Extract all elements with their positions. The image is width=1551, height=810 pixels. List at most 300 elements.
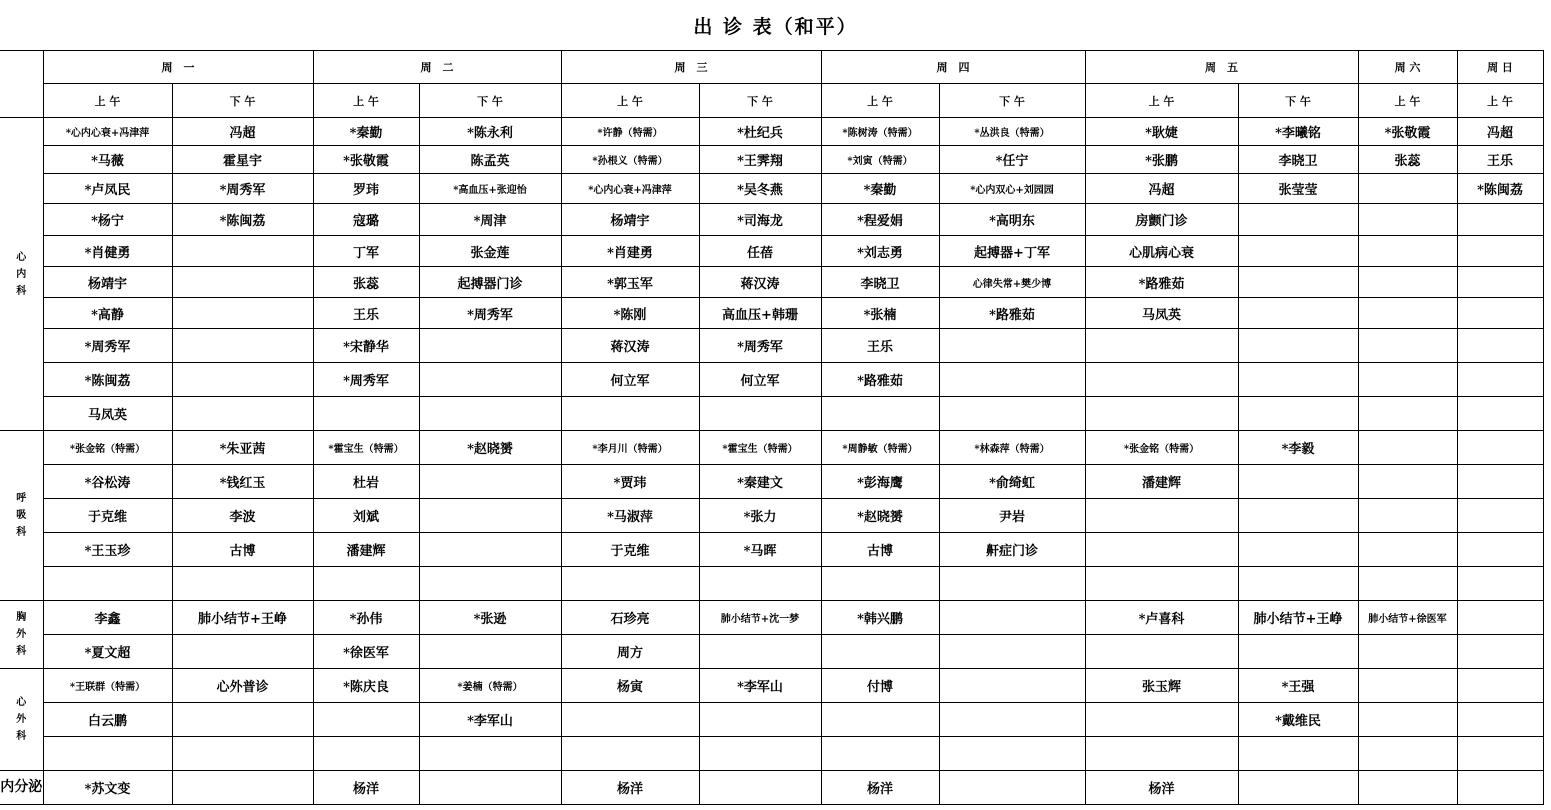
- schedule-cell: [939, 329, 1085, 363]
- schedule-cell: *程爱娟: [821, 204, 939, 236]
- schedule-cell: *苏文变: [43, 771, 172, 805]
- schedule-cell: 冯超: [172, 118, 313, 146]
- schedule-cell: *王联群（特需）: [43, 669, 172, 703]
- schedule-cell: *高静: [43, 298, 172, 329]
- schedule-cell: [1358, 397, 1457, 431]
- schedule-cell: [172, 771, 313, 805]
- period-header: 上 午: [821, 84, 939, 118]
- schedule-cell: [313, 703, 419, 737]
- schedule-cell: *张力: [699, 499, 821, 533]
- schedule-cell: 蒋汉涛: [561, 329, 699, 363]
- schedule-cell: *钱红玉: [172, 465, 313, 499]
- schedule-cell: [1238, 329, 1358, 363]
- schedule-cell: 心肌病心衰: [1085, 236, 1238, 267]
- schedule-cell: *陈树涛（特需）: [821, 118, 939, 146]
- schedule-cell: [1238, 204, 1358, 236]
- table-row: [0, 298, 1543, 329]
- schedule-cell: 高血压+韩珊: [699, 298, 821, 329]
- schedule-cell: [1457, 771, 1543, 805]
- schedule-cell: [821, 737, 939, 771]
- schedule-cell: 冯超: [1457, 118, 1543, 146]
- schedule-cell: [821, 703, 939, 737]
- period-header: 下 午: [939, 84, 1085, 118]
- schedule-cell: 张玉辉: [1085, 669, 1238, 703]
- schedule-cell: *王玉珍: [43, 533, 172, 567]
- schedule-cell: [1238, 533, 1358, 567]
- page-title: 出 诊 表（和平）: [693, 16, 858, 38]
- day-header: 周 五: [1085, 51, 1358, 84]
- schedule-cell: *路雅茹: [1085, 267, 1238, 298]
- schedule-cell: *吴冬燕: [699, 174, 821, 204]
- schedule-cell: [1358, 567, 1457, 601]
- schedule-cell: [1457, 236, 1543, 267]
- schedule-cell: [419, 533, 561, 567]
- schedule-cell: *李军山: [419, 703, 561, 737]
- schedule-cell: [1085, 329, 1238, 363]
- schedule-cell: [1085, 737, 1238, 771]
- schedule-cell: [561, 703, 699, 737]
- schedule-cell: 杨洋: [821, 771, 939, 805]
- schedule-cell: 李晓卫: [1238, 146, 1358, 174]
- schedule-cell: 马凤英: [43, 397, 172, 431]
- schedule-cell: [1358, 329, 1457, 363]
- schedule-cell: 于克维: [43, 499, 172, 533]
- schedule-cell: [821, 635, 939, 669]
- schedule-cell: [699, 737, 821, 771]
- schedule-cell: [1358, 363, 1457, 397]
- schedule-cell: *张楠: [821, 298, 939, 329]
- schedule-cell: [699, 567, 821, 601]
- schedule-cell: *王霁翔: [699, 146, 821, 174]
- period-header: 上 午: [1085, 84, 1238, 118]
- schedule-cell: [1085, 363, 1238, 397]
- schedule-cell: 王乐: [1457, 146, 1543, 174]
- schedule-cell: 杨寅: [561, 669, 699, 703]
- schedule-cell: 何立军: [699, 363, 821, 397]
- schedule-cell: *王强: [1238, 669, 1358, 703]
- schedule-cell: *宋静华: [313, 329, 419, 363]
- schedule-cell: *夏文超: [43, 635, 172, 669]
- table-row: [0, 267, 1543, 298]
- schedule-cell: 丁军: [313, 236, 419, 267]
- schedule-cell: 马凤英: [1085, 298, 1238, 329]
- schedule-cell: [1358, 236, 1457, 267]
- table-row: [0, 465, 1543, 499]
- schedule-cell: *肖建勇: [561, 236, 699, 267]
- schedule-cell: [1358, 737, 1457, 771]
- schedule-cell: 寇璐: [313, 204, 419, 236]
- schedule-cell: [172, 567, 313, 601]
- period-header: 上 午: [561, 84, 699, 118]
- schedule-cell: [172, 267, 313, 298]
- schedule-cell: [419, 737, 561, 771]
- schedule-cell: [1085, 397, 1238, 431]
- schedule-cell: [1358, 499, 1457, 533]
- schedule-cell: [939, 669, 1085, 703]
- schedule-cell: *赵晓赟: [821, 499, 939, 533]
- schedule-cell: *陈闽荔: [1457, 174, 1543, 204]
- period-header: 上 午: [43, 84, 172, 118]
- schedule-cell: 杨洋: [313, 771, 419, 805]
- schedule-cell: [172, 397, 313, 431]
- schedule-cell: [43, 567, 172, 601]
- schedule-cell: [1457, 669, 1543, 703]
- period-header-row: [0, 84, 1543, 118]
- schedule-cell: *高明东: [939, 204, 1085, 236]
- schedule-cell: 潘建辉: [1085, 465, 1238, 499]
- schedule-cell: 肺小结节+王峥: [1238, 601, 1358, 635]
- schedule-cell: 尹岩: [939, 499, 1085, 533]
- schedule-cell: [1238, 499, 1358, 533]
- schedule-cell: *心内心衰+冯津萍: [561, 174, 699, 204]
- schedule-cell: *陈庆良: [313, 669, 419, 703]
- day-header: 周 三: [561, 51, 821, 84]
- table-row: [0, 174, 1543, 204]
- schedule-cell: *秦建文: [699, 465, 821, 499]
- schedule-cell: [419, 329, 561, 363]
- schedule-cell: *周秀军: [43, 329, 172, 363]
- schedule-cell: *周秀军: [419, 298, 561, 329]
- schedule-cell: *孙根义（特需）: [561, 146, 699, 174]
- schedule-cell: [1457, 267, 1543, 298]
- schedule-cell: 古博: [172, 533, 313, 567]
- schedule-cell: [1457, 737, 1543, 771]
- schedule-cell: 张莹莹: [1238, 174, 1358, 204]
- schedule-cell: [1457, 431, 1543, 465]
- schedule-cell: *贾玮: [561, 465, 699, 499]
- schedule-cell: 杨靖宇: [561, 204, 699, 236]
- schedule-cell: *赵晓赟: [419, 431, 561, 465]
- schedule-cell: [1457, 567, 1543, 601]
- period-header: 上 午: [313, 84, 419, 118]
- table-row: [0, 703, 1543, 737]
- schedule-cell: [1238, 363, 1358, 397]
- schedule-cell: *李毅: [1238, 431, 1358, 465]
- table-row: [0, 601, 1543, 635]
- schedule-cell: 杨洋: [561, 771, 699, 805]
- schedule-cell: [1085, 533, 1238, 567]
- schedule-cell: *张金铭（特需）: [1085, 431, 1238, 465]
- table-row: [0, 669, 1543, 703]
- schedule-cell: [939, 737, 1085, 771]
- schedule-cell: *郭玉军: [561, 267, 699, 298]
- schedule-cell: [172, 298, 313, 329]
- department-label: 胸 外 科: [0, 601, 43, 669]
- schedule-cell: [1238, 397, 1358, 431]
- department-label: 内分泌: [0, 771, 43, 805]
- schedule-cell: *丛洪良（特需）: [939, 118, 1085, 146]
- schedule-cell: [172, 737, 313, 771]
- table-row: [0, 533, 1543, 567]
- schedule-cell: [1085, 499, 1238, 533]
- schedule-cell: *杜纪兵: [699, 118, 821, 146]
- schedule-cell: [1457, 601, 1543, 635]
- table-row: [0, 499, 1543, 533]
- schedule-cell: 霍星宇: [172, 146, 313, 174]
- schedule-cell: *林森萍（特需）: [939, 431, 1085, 465]
- schedule-cell: *霍宝生（特需）: [699, 431, 821, 465]
- schedule-cell: *陈永利: [419, 118, 561, 146]
- schedule-cell: 心外普诊: [172, 669, 313, 703]
- schedule-cell: [419, 499, 561, 533]
- schedule-cell: 张金莲: [419, 236, 561, 267]
- schedule-cell: [1238, 267, 1358, 298]
- schedule-cell: *肖健勇: [43, 236, 172, 267]
- schedule-cell: [1457, 298, 1543, 329]
- day-header: 周 一: [43, 51, 313, 84]
- schedule-cell: [1238, 298, 1358, 329]
- schedule-cell: [172, 236, 313, 267]
- schedule-cell: [699, 397, 821, 431]
- schedule-cell: 罗玮: [313, 174, 419, 204]
- schedule-cell: [1358, 669, 1457, 703]
- day-header: 周 六: [1358, 51, 1457, 84]
- schedule-cell: 肺小结节+沈一梦: [699, 601, 821, 635]
- period-header: 下 午: [419, 84, 561, 118]
- schedule-cell: *张敬霞: [313, 146, 419, 174]
- schedule-cell: [1238, 737, 1358, 771]
- schedule-cell: *姜楠（特需）: [419, 669, 561, 703]
- schedule-cell: [419, 397, 561, 431]
- schedule-cell: *李月川（特需）: [561, 431, 699, 465]
- schedule-cell: *路雅茹: [939, 298, 1085, 329]
- schedule-cell: 房颤门诊: [1085, 204, 1238, 236]
- period-header: 上 午: [1358, 84, 1457, 118]
- schedule-cell: *陈闽荔: [43, 363, 172, 397]
- table-row: [0, 146, 1543, 174]
- schedule-cell: [561, 397, 699, 431]
- schedule-cell: *谷松涛: [43, 465, 172, 499]
- schedule-cell: *张逊: [419, 601, 561, 635]
- schedule-cell: [1358, 771, 1457, 805]
- schedule-cell: [1457, 397, 1543, 431]
- day-header: 周 二: [313, 51, 561, 84]
- schedule-cell: *张金铭（特需）: [43, 431, 172, 465]
- schedule-cell: *许静（特需）: [561, 118, 699, 146]
- schedule-cell: *韩兴鹏: [821, 601, 939, 635]
- schedule-cell: 蒋汉涛: [699, 267, 821, 298]
- schedule-cell: [939, 635, 1085, 669]
- schedule-cell: [939, 771, 1085, 805]
- schedule-cell: 陈孟英: [419, 146, 561, 174]
- schedule-cell: *高血压+张迎怡: [419, 174, 561, 204]
- schedule-cell: [561, 567, 699, 601]
- schedule-cell: [1457, 204, 1543, 236]
- table-row: [0, 329, 1543, 363]
- schedule-cell: [1358, 703, 1457, 737]
- schedule-cell: [1238, 236, 1358, 267]
- day-header: 周 日: [1457, 51, 1543, 84]
- schedule-cell: [561, 737, 699, 771]
- schedule-cell: [1457, 329, 1543, 363]
- schedule-cell: [172, 363, 313, 397]
- day-header: 周 四: [821, 51, 1085, 84]
- schedule-cell: *刘寅（特需）: [821, 146, 939, 174]
- schedule-cell: [172, 329, 313, 363]
- schedule-cell: 鼾症门诊: [939, 533, 1085, 567]
- schedule-cell: 李晓卫: [821, 267, 939, 298]
- schedule-cell: 心律失常+樊少博: [939, 267, 1085, 298]
- schedule-cell: [699, 771, 821, 805]
- schedule-cell: *秦勤: [821, 174, 939, 204]
- schedule-cell: 王乐: [313, 298, 419, 329]
- schedule-cell: *李曦铭: [1238, 118, 1358, 146]
- schedule-cell: [1358, 431, 1457, 465]
- schedule-cell: [939, 601, 1085, 635]
- schedule-cell: 张蕊: [313, 267, 419, 298]
- schedule-cell: *陈刚: [561, 298, 699, 329]
- period-header: 下 午: [699, 84, 821, 118]
- schedule-cell: *秦勤: [313, 118, 419, 146]
- schedule-cell: [1358, 204, 1457, 236]
- schedule-cell: [419, 567, 561, 601]
- table-row: [0, 431, 1543, 465]
- department-label: 心 内 科: [0, 118, 43, 431]
- schedule-cell: *路雅茹: [821, 363, 939, 397]
- schedule-cell: [1238, 567, 1358, 601]
- schedule-cell: *卢喜科: [1085, 601, 1238, 635]
- schedule-cell: *戴维民: [1238, 703, 1358, 737]
- schedule-cell: 杜岩: [313, 465, 419, 499]
- schedule-cell: *刘志勇: [821, 236, 939, 267]
- schedule-cell: [1457, 499, 1543, 533]
- schedule-cell: 何立军: [561, 363, 699, 397]
- period-header: 下 午: [1238, 84, 1358, 118]
- schedule-cell: [172, 703, 313, 737]
- schedule-cell: 古博: [821, 533, 939, 567]
- schedule-cell: [313, 397, 419, 431]
- schedule-cell: [821, 397, 939, 431]
- schedule-cell: [1085, 703, 1238, 737]
- table-row: [0, 204, 1543, 236]
- schedule-cell: 付博: [821, 669, 939, 703]
- schedule-cell: 周方: [561, 635, 699, 669]
- schedule-cell: *任宁: [939, 146, 1085, 174]
- schedule-cell: [1238, 771, 1358, 805]
- schedule-cell: *陈闽荔: [172, 204, 313, 236]
- schedule-cell: *杨宁: [43, 204, 172, 236]
- table-row: [0, 771, 1543, 805]
- schedule-cell: *朱亚茜: [172, 431, 313, 465]
- schedule-cell: 冯超: [1085, 174, 1238, 204]
- schedule-cell: *张鹏: [1085, 146, 1238, 174]
- schedule-cell: [1085, 567, 1238, 601]
- schedule-cell: *周秀军: [172, 174, 313, 204]
- schedule-cell: 李鑫: [43, 601, 172, 635]
- schedule-cell: [1457, 363, 1543, 397]
- corner-cell: [0, 51, 43, 118]
- schedule-cell: *心内心衰+冯津萍: [43, 118, 172, 146]
- schedule-cell: *李军山: [699, 669, 821, 703]
- schedule-cell: [1358, 298, 1457, 329]
- schedule-cell: [939, 567, 1085, 601]
- period-header: 下 午: [172, 84, 313, 118]
- table-row: [0, 236, 1543, 267]
- schedule-cell: *心内双心+刘园园: [939, 174, 1085, 204]
- table-row: [0, 397, 1543, 431]
- schedule-cell: *周静敏（特需）: [821, 431, 939, 465]
- schedule-cell: 任蓓: [699, 236, 821, 267]
- schedule-cell: [1358, 174, 1457, 204]
- schedule-cell: [419, 363, 561, 397]
- schedule-table: [0, 50, 1544, 805]
- table-row: [0, 363, 1543, 397]
- schedule-cell: *周秀军: [699, 329, 821, 363]
- schedule-cell: *周津: [419, 204, 561, 236]
- schedule-cell: [1238, 465, 1358, 499]
- schedule-cell: [1457, 635, 1543, 669]
- schedule-cell: 起搏器+丁军: [939, 236, 1085, 267]
- day-header-row: [0, 51, 1543, 84]
- schedule-cell: [172, 635, 313, 669]
- schedule-cell: 白云鹏: [43, 703, 172, 737]
- schedule-cell: [939, 703, 1085, 737]
- schedule-cell: *马晖: [699, 533, 821, 567]
- schedule-cell: [821, 567, 939, 601]
- schedule-cell: [1238, 635, 1358, 669]
- schedule-cell: *霍宝生（特需）: [313, 431, 419, 465]
- table-row: [0, 118, 1543, 146]
- schedule-cell: [699, 635, 821, 669]
- schedule-cell: [1358, 635, 1457, 669]
- schedule-cell: 起搏器门诊: [419, 267, 561, 298]
- table-row: [0, 737, 1543, 771]
- schedule-cell: [43, 737, 172, 771]
- schedule-cell: [419, 465, 561, 499]
- schedule-cell: 于克维: [561, 533, 699, 567]
- department-label: 心 外 科: [0, 669, 43, 771]
- schedule-cell: [1358, 465, 1457, 499]
- schedule-cell: *孙伟: [313, 601, 419, 635]
- schedule-cell: [1457, 465, 1543, 499]
- schedule-cell: [939, 397, 1085, 431]
- table-row: [0, 567, 1543, 601]
- schedule-cell: 刘斌: [313, 499, 419, 533]
- schedule-cell: 张蕊: [1358, 146, 1457, 174]
- schedule-cell: [313, 737, 419, 771]
- schedule-cell: *周秀军: [313, 363, 419, 397]
- table-row: [0, 635, 1543, 669]
- schedule-cell: [419, 635, 561, 669]
- schedule-cell: 李波: [172, 499, 313, 533]
- schedule-cell: [1358, 533, 1457, 567]
- schedule-cell: 王乐: [821, 329, 939, 363]
- schedule-cell: 杨洋: [1085, 771, 1238, 805]
- schedule-cell: 潘建辉: [313, 533, 419, 567]
- schedule-cell: [1085, 635, 1238, 669]
- schedule-cell: [1457, 703, 1543, 737]
- schedule-cell: *司海龙: [699, 204, 821, 236]
- schedule-cell: 杨靖宇: [43, 267, 172, 298]
- schedule-cell: *马淑萍: [561, 499, 699, 533]
- schedule-cell: 肺小结节+王峥: [172, 601, 313, 635]
- schedule-cell: *耿婕: [1085, 118, 1238, 146]
- schedule-cell: *俞绮虹: [939, 465, 1085, 499]
- schedule-cell: [1358, 267, 1457, 298]
- schedule-cell: *徐医军: [313, 635, 419, 669]
- schedule-cell: [699, 703, 821, 737]
- schedule-cell: [939, 363, 1085, 397]
- schedule-cell: [313, 567, 419, 601]
- schedule-cell: *卢凤民: [43, 174, 172, 204]
- schedule-cell: *马薇: [43, 146, 172, 174]
- schedule-cell: [419, 771, 561, 805]
- schedule-cell: 肺小结节+徐医军: [1358, 601, 1457, 635]
- schedule-cell: [1457, 533, 1543, 567]
- schedule-cell: 石珍亮: [561, 601, 699, 635]
- department-label: 呼 吸 科: [0, 431, 43, 601]
- schedule-cell: *张敬霞: [1358, 118, 1457, 146]
